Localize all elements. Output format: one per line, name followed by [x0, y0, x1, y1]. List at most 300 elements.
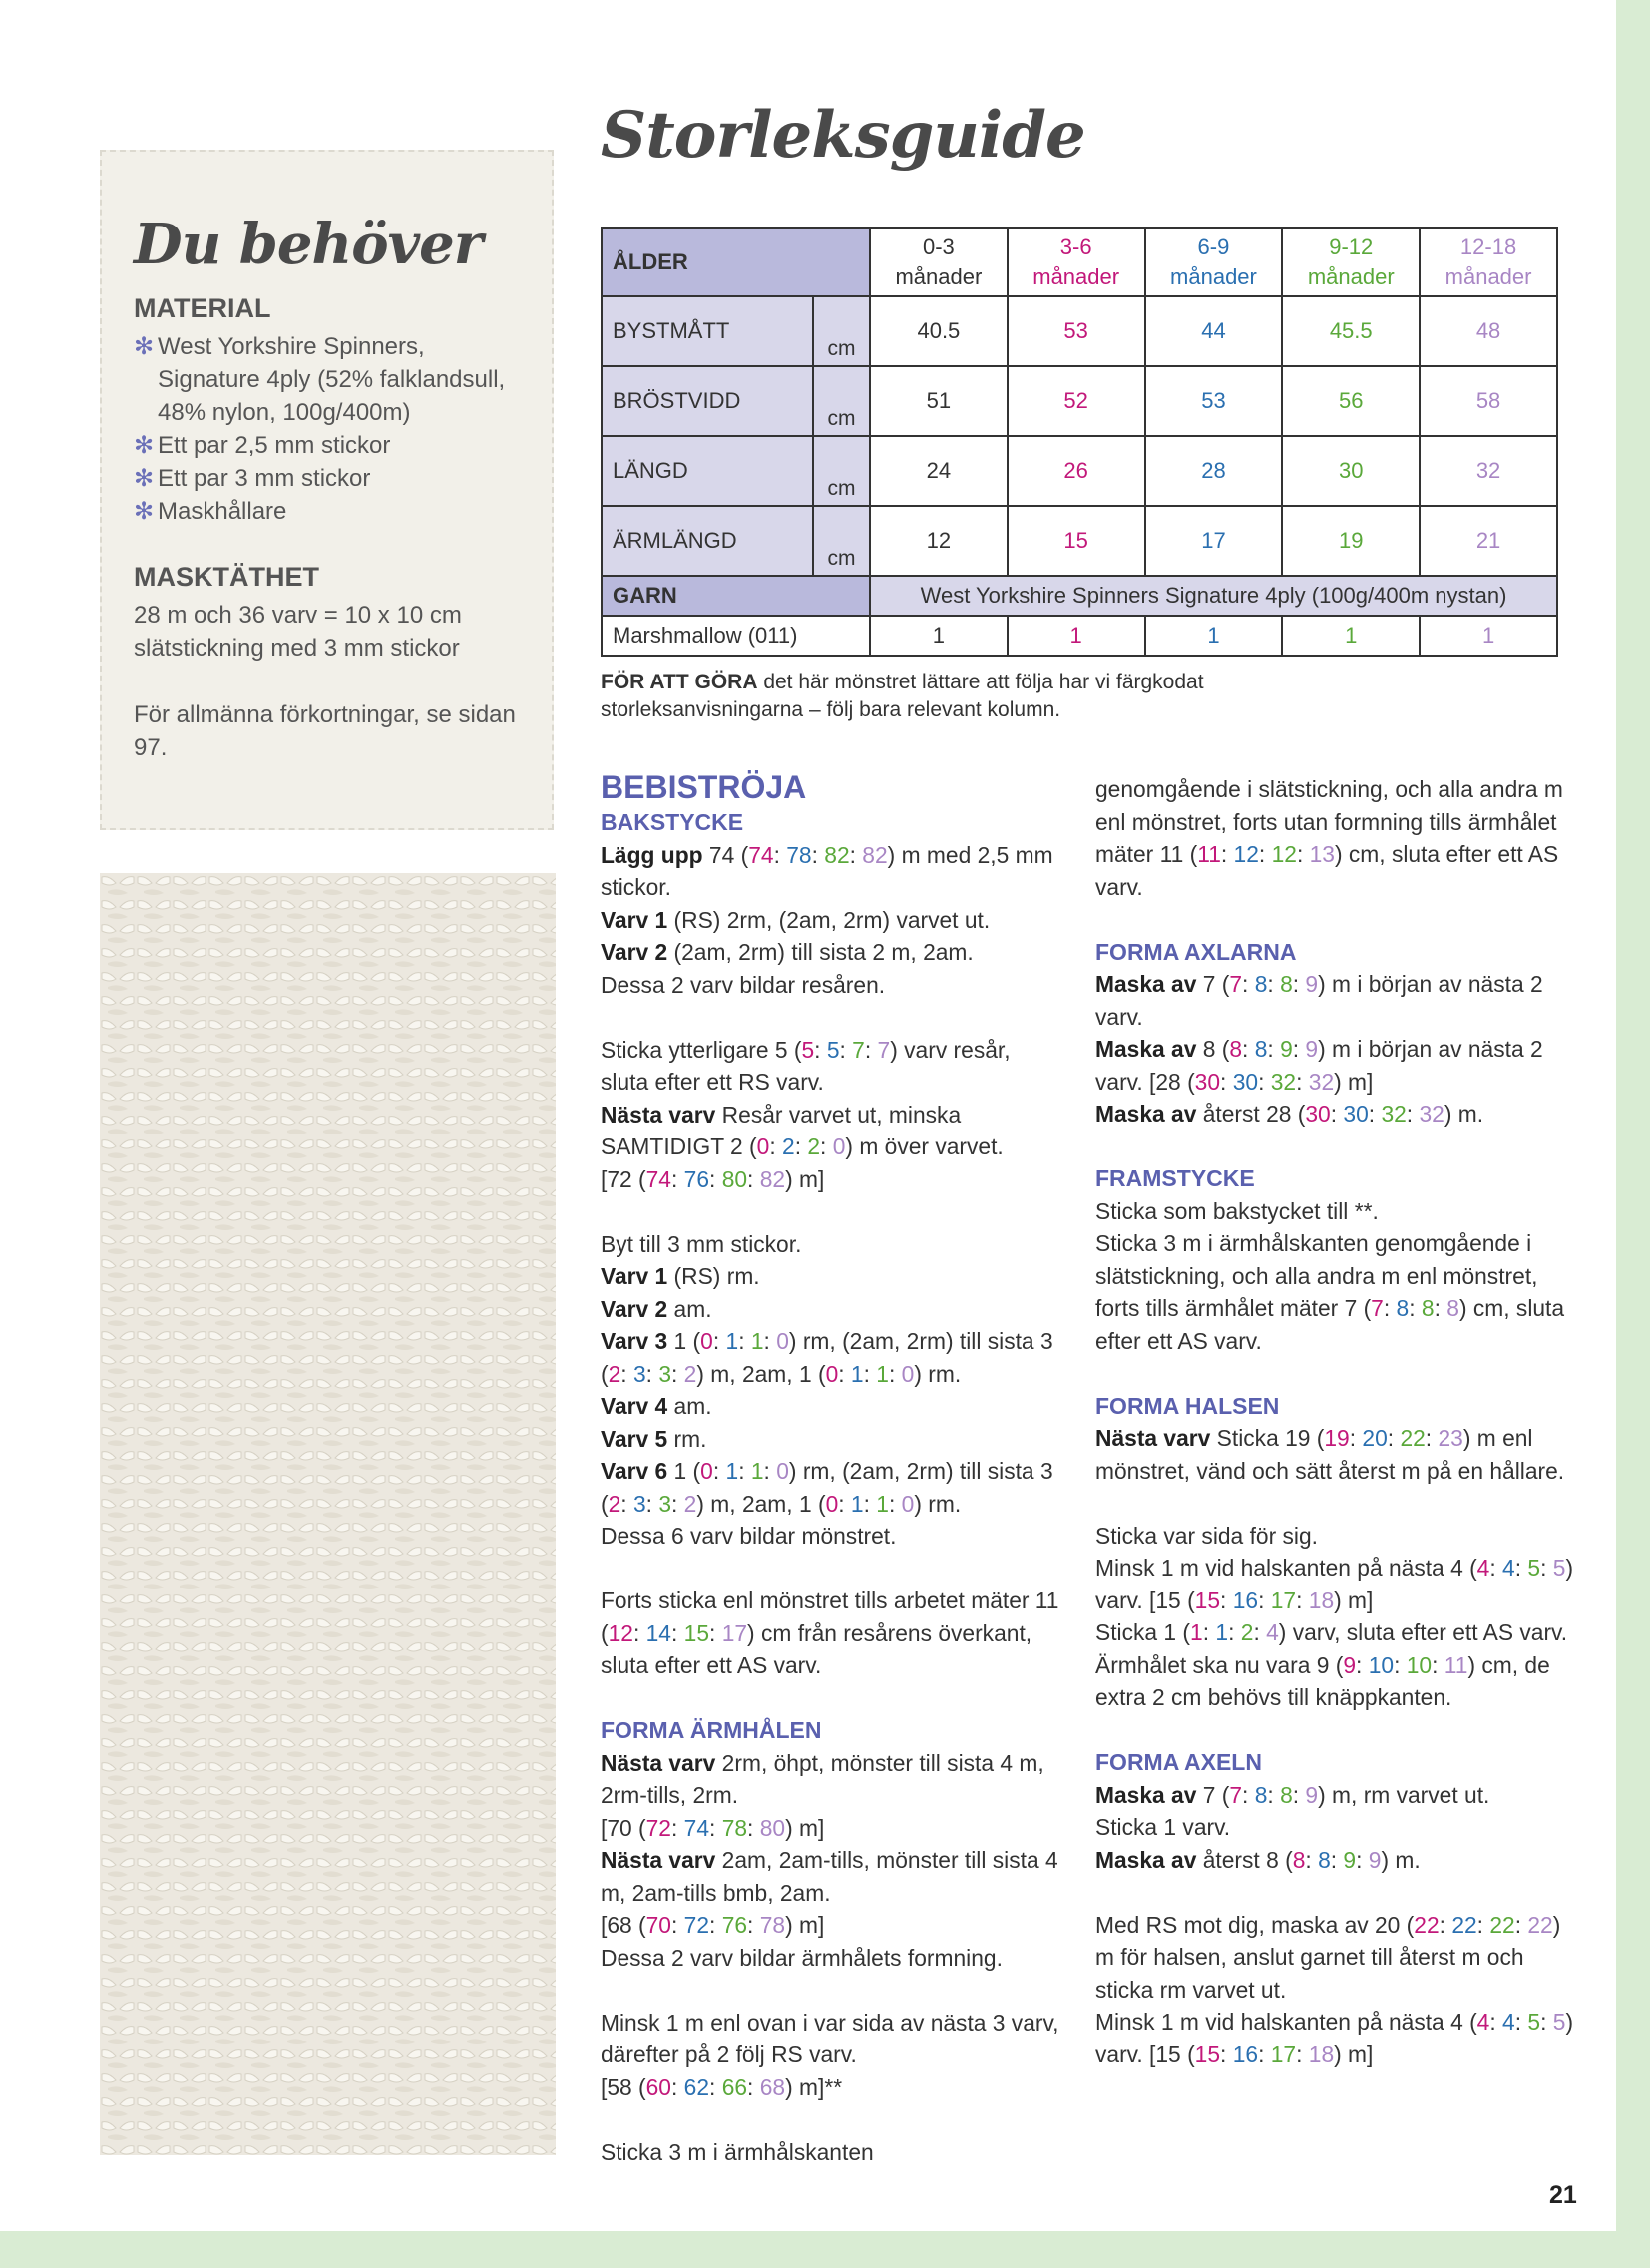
pattern-line	[601, 936, 1059, 969]
size-header-4: 9-12 månader	[1282, 228, 1420, 296]
instruction-text: Sticka 1 varv.	[1095, 1814, 1231, 1840]
instruction-text: ) m]	[1334, 1068, 1374, 1095]
pattern-line	[601, 1293, 1059, 1326]
instruction-text: återst 8 (	[1196, 1846, 1293, 1873]
instruction-text: :	[1383, 1295, 1397, 1321]
instruction-text: Minsk 1 m vid halskanten på nästa 4 (	[1095, 1555, 1477, 1581]
section-heading	[601, 1714, 1059, 1747]
instruction-text: :	[838, 1360, 851, 1387]
instruction-text: :	[863, 1490, 877, 1517]
instruction-text: 7 (	[1196, 971, 1230, 997]
instruction-keyword: Varv 2	[601, 939, 668, 965]
size-value: 15	[1194, 2041, 1221, 2067]
instruction-keyword: Maska av	[1095, 1846, 1197, 1873]
size-value: 9	[1305, 971, 1319, 997]
pattern-column-1	[601, 768, 1059, 2168]
pattern-line	[601, 904, 1059, 937]
row-label: LÄNGD	[602, 436, 813, 506]
table-cell: 26	[1008, 436, 1145, 506]
instruction-text: :	[1439, 1911, 1452, 1938]
size-value: 9	[1280, 1036, 1293, 1062]
size-value: 16	[1232, 1587, 1259, 1613]
size-value: 0	[832, 1134, 846, 1159]
paragraph-gap	[1095, 1487, 1584, 1520]
instruction-text: :	[863, 1360, 877, 1387]
pattern-line	[601, 1099, 1059, 1163]
pattern-title: BEBISTRÖJA	[601, 769, 807, 805]
table-header-row	[602, 228, 1557, 296]
instruction-keyword: Varv 1	[601, 1263, 668, 1289]
instruction-text: ) m]	[785, 1814, 825, 1841]
size-value: 1	[750, 1328, 764, 1354]
instruction-text: 1 (	[667, 1458, 701, 1484]
instruction-text: :	[1296, 841, 1310, 867]
size-value: 2	[807, 1134, 821, 1159]
size-value: 15	[683, 1619, 710, 1646]
pattern-line	[601, 1423, 1059, 1456]
size-value: 76	[721, 1912, 748, 1938]
instruction-text: ) rm, (2am, 2rm) till sista 3 (	[601, 1458, 1053, 1517]
instruction-text: :	[1202, 1619, 1216, 1645]
instruction-keyword: Varv 1	[601, 906, 668, 933]
table-cell: 1	[870, 616, 1008, 656]
size-value: 9	[1305, 1036, 1319, 1062]
instruction-text: Sticka som bakstycket till **.	[1095, 1197, 1379, 1224]
table-cell: 28	[1145, 436, 1283, 506]
instruction-text: 1 (	[667, 1328, 701, 1354]
instruction-text: :	[747, 2073, 760, 2100]
instruction-text: :	[671, 1490, 684, 1517]
instruction-text: :	[1220, 1587, 1233, 1613]
instruction-text: ) rm.	[914, 1360, 962, 1387]
row-label: BYSTMÅTT	[602, 296, 813, 366]
pattern-line	[1095, 1909, 1584, 2007]
size-value: 23	[1438, 1425, 1463, 1451]
size-value: 10	[1406, 1651, 1433, 1678]
instruction-text: ) rm, (2am, 2rm) till sista 3 (	[601, 1328, 1053, 1387]
size-value: 7	[1371, 1295, 1384, 1321]
color-row	[602, 616, 1557, 656]
instruction-text: :	[738, 1458, 751, 1484]
size-value: 2	[608, 1490, 621, 1517]
instruction-text: ) m]	[785, 1912, 825, 1938]
size-value: 20	[1362, 1425, 1388, 1451]
table-cell: 58	[1420, 366, 1557, 436]
size-value: 1	[1215, 1619, 1229, 1645]
pattern-line	[1095, 968, 1584, 1033]
size-value: 4	[1476, 1555, 1490, 1581]
materials-box	[100, 150, 554, 830]
size-value: 7	[852, 1036, 865, 1063]
instruction-text: Sticka 1 (	[1095, 1619, 1191, 1645]
pattern-line	[1095, 1844, 1584, 1877]
table-cell: 12	[870, 506, 1008, 576]
size-value: 2	[683, 1360, 697, 1387]
instruction-text: :	[814, 1036, 827, 1063]
size-value: 9	[1343, 1651, 1357, 1678]
pattern-line	[601, 2136, 1059, 2169]
yarn-description: West Yorkshire Spinners Signature 4ply (100g/400m nystan)	[870, 576, 1557, 616]
table-row	[602, 506, 1557, 576]
instruction-text: :	[670, 2073, 684, 2100]
pattern-column-2	[1095, 773, 1584, 2070]
instruction-text: ) cm, sluta efter ett AS varv.	[1095, 841, 1559, 900]
section-heading-text: FORMA ÄRMHÅLEN	[601, 1717, 822, 1743]
pattern-line	[1095, 1520, 1584, 1553]
material-item: ✻ Ett par 2,5 mm stickor	[134, 429, 520, 462]
instruction-text: ) cm från resårens överkant, sluta efter ett AS varv.	[601, 1619, 1032, 1678]
instruction-text: :	[1406, 1101, 1420, 1127]
instruction-text: :	[1368, 1101, 1382, 1127]
instruction-text: ) m, 2am, 1 (	[696, 1360, 826, 1387]
instruction-text: :	[849, 841, 863, 868]
instruction-text: ) cm, sluta efter ett AS varv.	[1095, 1295, 1565, 1354]
pattern-body-1	[601, 806, 1059, 2168]
instruction-text: :	[670, 1619, 684, 1646]
instruction-text: :	[670, 1165, 684, 1192]
instruction-text: :	[1258, 2041, 1271, 2067]
instruction-text: (RS) 2rm, (2am, 2rm) varvet ut.	[667, 906, 991, 933]
pattern-line	[601, 1228, 1059, 1261]
size-value: 30	[1194, 1068, 1221, 1095]
table-cell: 30	[1282, 436, 1420, 506]
yarn-row	[602, 576, 1557, 616]
size-guide-title: Storleksguide	[601, 98, 1085, 173]
size-value: 18	[1308, 1587, 1335, 1613]
table-cell: 15	[1008, 506, 1145, 576]
size-value: 0	[901, 1360, 915, 1387]
paragraph-gap	[601, 1682, 1059, 1715]
size-value: 0	[776, 1458, 789, 1484]
instruction-keyword: Maska av	[1095, 971, 1197, 997]
asterisk-icon: ✻	[134, 333, 155, 360]
instruction-text: :	[1220, 841, 1234, 867]
paragraph-gap	[601, 1195, 1059, 1228]
section-heading-text: FRAMSTYCKE	[1095, 1165, 1255, 1191]
size-value: 8	[1254, 1781, 1268, 1808]
instruction-text: :	[1387, 1425, 1401, 1451]
size-value: 1	[750, 1458, 764, 1484]
table-cell: 56	[1282, 366, 1420, 436]
size-value: 2	[782, 1134, 795, 1159]
pattern-line	[1095, 1779, 1584, 1812]
instruction-text: (2am, 2rm) till sista 2 m, 2am.	[667, 939, 974, 965]
size-value: 7	[877, 1036, 891, 1063]
size-value: 1	[1190, 1619, 1203, 1645]
instruction-text: (RS) rm.	[667, 1263, 760, 1289]
gauge-text: 28 m och 36 varv = 10 x 10 cm slätstickning med 3 mm stickor	[134, 602, 462, 662]
instruction-keyword: Nästa varv	[601, 1749, 716, 1776]
table-row	[602, 436, 1557, 506]
section-heading-text: FORMA AXELN	[1095, 1749, 1262, 1775]
size-value: 74	[683, 1814, 710, 1841]
instruction-text: :	[888, 1490, 902, 1517]
pattern-body-2	[1095, 773, 1584, 2070]
size-value: 9	[1305, 1781, 1319, 1808]
paragraph-gap	[1095, 903, 1584, 936]
instruction-text: Dessa 2 varv bildar resåren.	[601, 971, 886, 998]
section-heading	[1095, 1390, 1584, 1423]
size-value: 32	[1308, 1068, 1335, 1095]
pattern-line	[601, 1812, 1059, 1845]
size-value: 22	[1527, 1911, 1553, 1938]
instruction-text: Sticka 19 (	[1210, 1425, 1325, 1451]
instruction-text: Byt till 3 mm stickor.	[601, 1230, 802, 1257]
row-unit: cm	[813, 366, 870, 436]
size-value: 32	[1419, 1101, 1444, 1127]
size-value: 22	[1451, 1911, 1477, 1938]
size-value: 5	[1552, 1555, 1566, 1581]
instruction-text: :	[709, 1165, 722, 1192]
instruction-text: :	[1394, 1651, 1407, 1678]
instruction-text: :	[1356, 1651, 1369, 1678]
size-value: 1	[876, 1490, 889, 1517]
instruction-text: ) m]	[1334, 2041, 1374, 2067]
instruction-text: :	[794, 1134, 808, 1159]
instruction-text: :	[811, 841, 825, 868]
pattern-line	[1095, 1811, 1584, 1844]
table-cell: 53	[1008, 296, 1145, 366]
size-value: 82	[862, 841, 888, 868]
size-value: 78	[759, 1912, 786, 1938]
paragraph-gap	[1095, 1876, 1584, 1909]
instruction-text: :	[1253, 1619, 1267, 1645]
instruction-keyword: Nästa varv	[601, 1847, 716, 1873]
instruction-keyword: Varv 6	[601, 1458, 668, 1484]
size-value: 9	[1343, 1846, 1357, 1873]
instruction-text: :	[747, 1814, 760, 1841]
size-value: 62	[683, 2073, 710, 2100]
instruction-text: :	[1356, 1846, 1369, 1873]
instruction-text: :	[645, 1490, 659, 1517]
size-value: 8	[1421, 1295, 1435, 1321]
table-cell: 1	[1008, 616, 1145, 656]
material-label: MATERIAL	[134, 293, 271, 323]
paragraph-gap	[601, 1001, 1059, 1034]
section-heading-text: FORMA HALSEN	[1095, 1392, 1280, 1419]
asterisk-icon: ✻	[134, 432, 155, 459]
instruction-keyword: Varv 4	[601, 1393, 668, 1419]
pattern-line	[601, 1520, 1059, 1553]
instruction-text: :	[671, 1360, 684, 1387]
knit-texture-photo	[100, 873, 556, 2155]
instruction-text: 2am, 2am-tills, mönster till sista 4 m, 2am-tills bmb, 2am.	[601, 1847, 1058, 1906]
table-cell: 21	[1420, 506, 1557, 576]
instruction-text: :	[820, 1134, 833, 1159]
size-value: 3	[658, 1490, 671, 1517]
table-cell: 1	[1420, 616, 1557, 656]
instruction-text: :	[709, 2073, 722, 2100]
size-value: 0	[756, 1134, 770, 1159]
instruction-keyword: Lägg upp	[601, 841, 703, 868]
row-unit: cm	[813, 296, 870, 366]
instruction-text: ) m i början av nästa 2 varv. [28 (	[1095, 1036, 1543, 1095]
instruction-text: :	[1489, 2009, 1503, 2035]
table-cell: 1	[1145, 616, 1283, 656]
instruction-text: ) m.	[1444, 1101, 1484, 1127]
section-heading-text: FORMA AXLARNA	[1095, 938, 1297, 965]
paragraph-gap	[1095, 1357, 1584, 1390]
size-value: 17	[721, 1619, 748, 1646]
size-value: 66	[721, 2073, 748, 2100]
size-value: 0	[825, 1490, 839, 1517]
size-value: 0	[700, 1458, 713, 1484]
instruction-text: 8 (	[1196, 1036, 1230, 1062]
size-value: 8	[1292, 1846, 1306, 1873]
instruction-text: :	[1432, 1651, 1444, 1678]
size-value: 72	[645, 1814, 671, 1841]
table-cell: 52	[1008, 366, 1145, 436]
size-value: 3	[658, 1360, 671, 1387]
size-value: 12	[1233, 841, 1259, 867]
size-value: 80	[759, 1814, 786, 1841]
size-header-5: 12-18 månader	[1420, 228, 1557, 296]
instruction-text: :	[839, 1036, 853, 1063]
row-unit: cm	[813, 506, 870, 576]
asterisk-icon: ✻	[134, 465, 155, 492]
instruction-keyword: Varv 2	[601, 1295, 668, 1322]
instruction-text: Sticka var sida för sig.	[1095, 1522, 1318, 1549]
size-value: 30	[1305, 1101, 1331, 1127]
size-value: 78	[786, 841, 812, 868]
size-value: 22	[1414, 1911, 1440, 1938]
row-label: BRÖSTVIDD	[602, 366, 813, 436]
pattern-line	[601, 1585, 1059, 1682]
size-value: 0	[700, 1328, 713, 1354]
size-value: 8	[1229, 1036, 1243, 1062]
materials-heading: Du behöver	[134, 212, 483, 277]
size-value: 5	[1527, 1555, 1541, 1581]
size-value: 8	[1446, 1295, 1459, 1321]
instruction-text: :	[1258, 1587, 1271, 1613]
size-value: 4	[1266, 1619, 1279, 1645]
size-value: 60	[645, 2073, 671, 2100]
size-value: 5	[1527, 2009, 1541, 2035]
instruction-text: :	[1434, 1295, 1447, 1321]
instruction-text: :	[709, 1912, 722, 1938]
asterisk-icon: ✻	[134, 498, 155, 525]
instruction-text: ) varv resår, sluta efter ett RS varv.	[601, 1036, 1011, 1095]
instruction-text: 7 (	[1196, 1781, 1230, 1808]
instruction-keyword: Varv 3	[601, 1328, 668, 1354]
size-value: 74	[748, 841, 774, 868]
pattern-line	[601, 1942, 1059, 1975]
color-label: Marshmallow (011)	[602, 616, 870, 656]
instruction-text: am.	[667, 1295, 712, 1322]
instruction-text: :	[1540, 2009, 1553, 2035]
pattern-line	[1095, 1033, 1584, 1098]
instruction-text: [58 (	[601, 2073, 646, 2100]
instruction-text: ) m]	[1334, 1587, 1374, 1613]
instruction-text: :	[1292, 971, 1306, 997]
size-value: 22	[1400, 1425, 1426, 1451]
size-value: 1	[850, 1360, 864, 1387]
section-heading	[1095, 936, 1584, 969]
instruction-text: [70 (	[601, 1814, 646, 1841]
size-value: 5	[826, 1036, 840, 1063]
pattern-line	[601, 1844, 1059, 1909]
size-value: 70	[645, 1912, 671, 1938]
size-value: 8	[1280, 971, 1293, 997]
instruction-text: :	[1242, 1036, 1255, 1062]
size-value: 8	[1280, 1781, 1293, 1808]
color-code-note: FÖR ATT GÖRA det här mönstret lättare att följa har vi färgkodat storleksanvisningarna – följ bara relevant kolumn.	[601, 671, 1204, 721]
instruction-text: :	[1242, 1781, 1255, 1808]
pattern-line	[601, 969, 1059, 1002]
instruction-text: ) m för halsen, anslut garnet till återst m och sticka rm varvet ut.	[1095, 1911, 1561, 2003]
instruction-text: :	[1296, 1068, 1309, 1095]
instruction-text: Forts sticka enl mönstret tills arbetet mäter 11 (	[601, 1588, 1059, 1646]
size-value: 15	[1194, 1587, 1221, 1613]
instruction-text: :	[1425, 1425, 1439, 1451]
paragraph-gap	[1095, 1131, 1584, 1163]
instruction-text: Sticka 3 m i ärmhålskanten	[601, 2138, 874, 2165]
pattern-line	[1095, 1227, 1584, 1357]
size-value: 68	[759, 2073, 786, 2100]
size-value: 17	[1270, 2041, 1297, 2067]
instruction-text: :	[773, 841, 787, 868]
paragraph-gap	[1095, 1714, 1584, 1747]
size-value: 3	[632, 1360, 646, 1387]
instruction-text: Resår varvet ut, minska SAMTIDIGT 2 (	[601, 1101, 962, 1159]
instruction-text: återst 28 (	[1196, 1101, 1306, 1127]
pattern-line	[601, 1390, 1059, 1423]
table-cell: 53	[1145, 366, 1283, 436]
instruction-text: Sticka ytterligare 5 (	[601, 1036, 802, 1063]
instruction-text: :	[1292, 1036, 1306, 1062]
size-value: 0	[901, 1490, 915, 1517]
size-value: 82	[824, 841, 850, 868]
instruction-text: :	[1220, 2041, 1233, 2067]
size-value: 0	[825, 1360, 839, 1387]
instruction-text: :	[620, 1360, 633, 1387]
instruction-text: ) m]	[785, 1165, 825, 1192]
row-label: ÄRMLÄNGD	[602, 506, 813, 576]
pattern-line	[601, 1260, 1059, 1293]
size-value: 32	[1270, 1068, 1297, 1095]
instruction-text: :	[1514, 2009, 1528, 2035]
size-header-3: 6-9 månader	[1145, 228, 1283, 296]
size-value: 30	[1232, 1068, 1259, 1095]
instruction-text: Minsk 1 m enl ovan i var sida av nästa 3 varv, därefter på 2 följ RS varv.	[601, 2009, 1059, 2067]
section-heading	[601, 806, 1059, 839]
size-value: 1	[725, 1458, 739, 1484]
abbreviation-note: För allmänna förkortningar, se sidan 97.	[134, 701, 516, 761]
size-value: 7	[1229, 971, 1243, 997]
size-value: 82	[759, 1165, 786, 1192]
knit-texture-image	[100, 873, 556, 2155]
instruction-text: :	[712, 1458, 726, 1484]
size-value: 19	[1324, 1425, 1350, 1451]
instruction-text: ) m]**	[785, 2073, 843, 2100]
section-heading	[1095, 1162, 1584, 1195]
pattern-line	[1095, 1616, 1584, 1714]
instruction-text: :	[1489, 1555, 1503, 1581]
instruction-text: :	[1267, 1036, 1281, 1062]
instruction-text: ) varv. [15 (	[1095, 2009, 1574, 2067]
row-unit: cm	[813, 436, 870, 506]
instruction-text: :	[709, 1619, 722, 1646]
instruction-text: :	[645, 1360, 659, 1387]
size-value: 8	[1318, 1846, 1331, 1873]
instruction-text: :	[620, 1490, 633, 1517]
instruction-keyword: Varv 5	[601, 1425, 668, 1452]
size-value: 8	[1254, 1036, 1268, 1062]
instruction-text: ) rm.	[914, 1490, 962, 1517]
instruction-text: :	[1258, 841, 1272, 867]
pattern-line	[1095, 1195, 1584, 1228]
instruction-text: Dessa 6 varv bildar mönstret.	[601, 1523, 897, 1549]
